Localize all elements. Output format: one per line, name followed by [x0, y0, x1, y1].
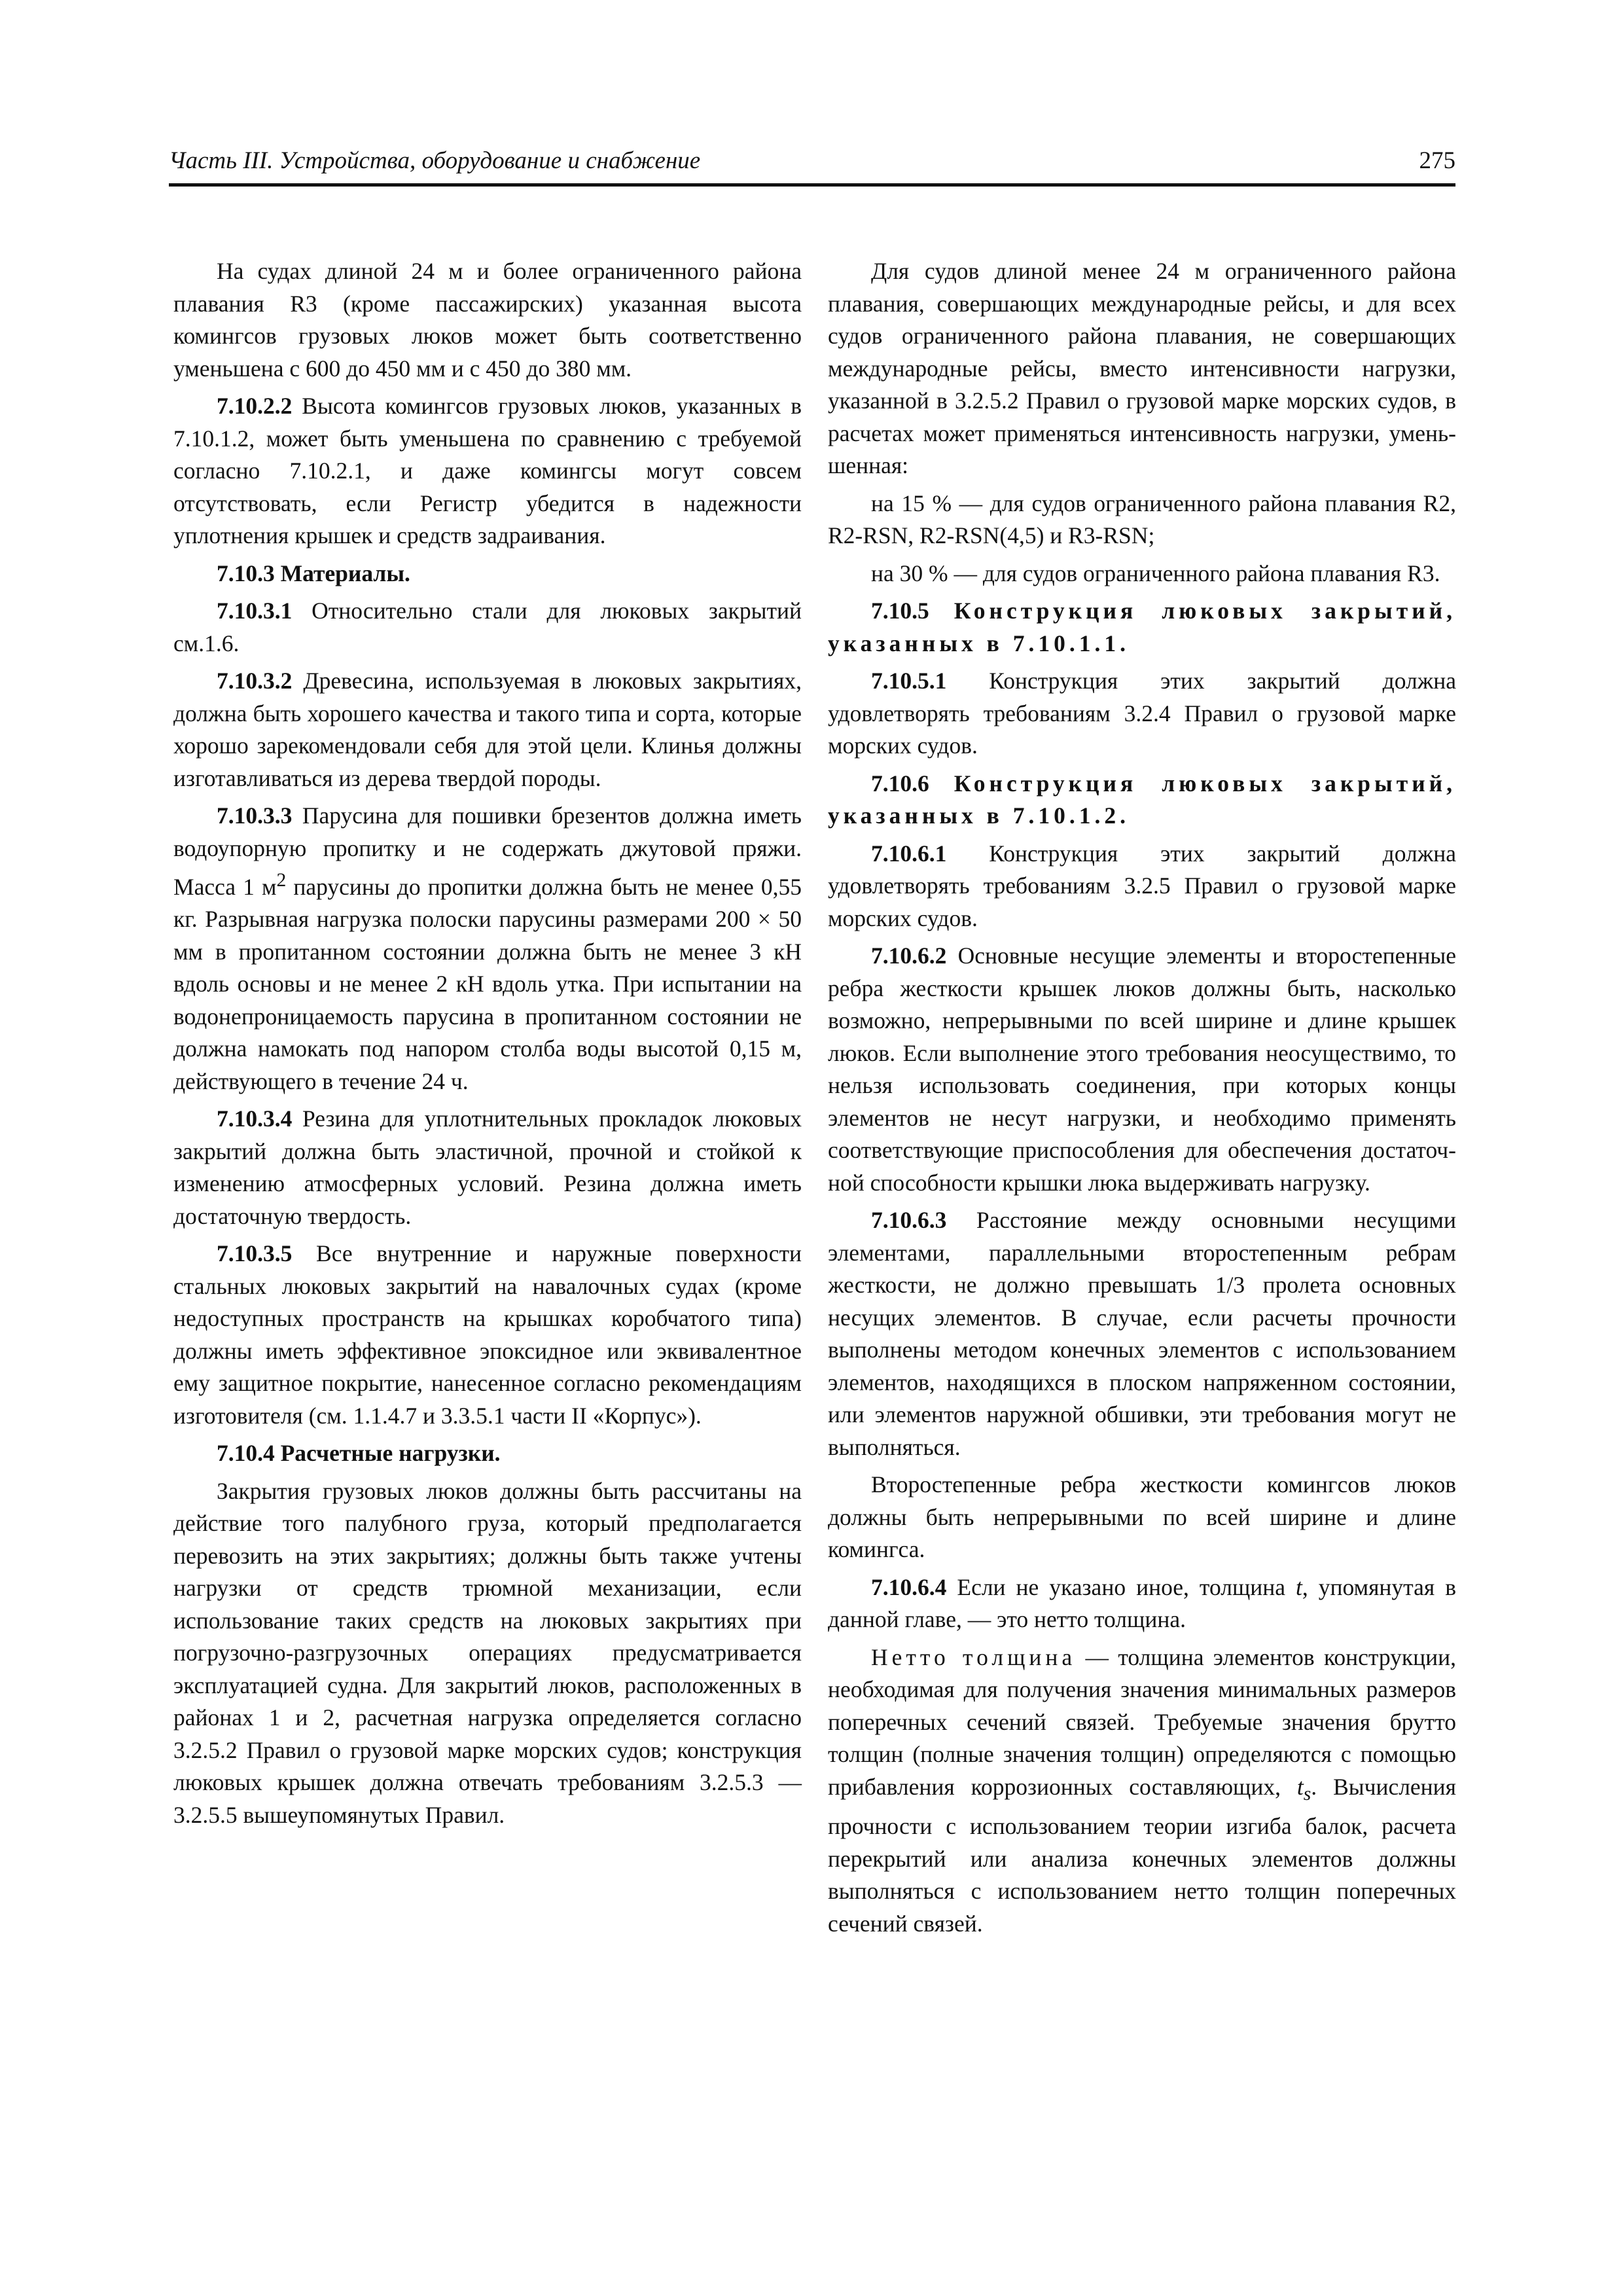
section-number: 7.10.6.1 [871, 840, 947, 867]
paragraph-text: На судах длиной 24 м и более ограниченного района плавания R3 (кроме пассажирских) указанная высота комингсов грузовых люков может быть соответственно уменьшена с 600 до 450 мм и с 450 до 380 мм. [173, 258, 802, 382]
paragraph-text: — толщина элементов конструкции, необходимая для получения значения минимальных размеров поперечных сечений связей. Требуемые значения брутто толщин (полные значения толщин) определяются с помощью прибавления коррозионных составляющих, [828, 1643, 1456, 1800]
paragraph [173, 800, 802, 1098]
header-title: Часть III. Устройства, оборудование и снабжение [169, 147, 701, 174]
section-number: 7.10.5.1 [871, 668, 947, 694]
paragraph [828, 665, 1456, 762]
section-number: 7.10.4 [217, 1440, 275, 1467]
section-number: 7.10.5 [871, 598, 929, 624]
paragraph [173, 390, 802, 552]
superscript: 2 [276, 870, 287, 891]
paragraph [173, 1475, 802, 1832]
heading-text: Материалы. [274, 560, 410, 586]
paragraph-text: на 30 % — для судов ограниченного района плавания R3. [871, 560, 1440, 586]
paragraph-text: Конструкция этих закрытий должна удовлетворять требованиям 3.2.5 Правил о грузовой марке морских судов. [828, 840, 1456, 931]
paragraph-text: Основные несущие элементы и второстепенные ребра жесткости крышек люков должны быть, насколько возможно, непрерывными по всей ширине и длине крышек люков. Если выполнение этого требования неосуществимо, то нельзя использовать соединения, при которых концы элементов не несут нагрузки, и необходимо применять соответствующие приспособления для обеспечения достаточной способности крышки люка выдерживать нагрузку. [828, 942, 1456, 1196]
subscript: s [1303, 1783, 1311, 1804]
paragraph [173, 1103, 802, 1232]
section-number: 7.10.6.4 [871, 1573, 947, 1600]
paragraph-text: парусины до пропитки должна быть не менее 0,55 кг. Разрывная нагрузка полоски парусины размерами 200 × 50 мм в пропитанном состоянии должна быть не менее 3 кН вдоль основы и не менее 2 кН вдоль утка. При испытании на водонепроницаемость парусина в пропитанном состоянии не должна намокать под напором столба воды высотой 0,15 м, действующего в течение 24 ч. [173, 873, 802, 1094]
paragraph [828, 1571, 1456, 1636]
section-number: 7.10.2.2 [217, 393, 293, 419]
paragraph [828, 838, 1456, 935]
paragraph-text: Второстепенные ребра жесткости комингсов люков должны быть непрерывными по всей ширине и длине комингса. [828, 1471, 1456, 1562]
section-number: 7.10.3.2 [217, 668, 293, 694]
paragraph [173, 595, 802, 660]
paragraph [173, 255, 802, 385]
section-number: 7.10.3.3 [217, 802, 293, 829]
paragraph-text: на 15 % — для судов ограниченного района плавания R2, R2-RSN, R2-RSN(4,5) и R3-RSN; [828, 490, 1456, 548]
paragraph-text: . Вычисления прочности с использованием теории изгиба балок, расчета перекрытий или анализа конечных элементов должны выполняться с использованием нетто толщин поперечных сечений связей. [828, 1773, 1457, 1937]
paragraph-text: Закрытия грузовых люков должны быть рассчитаны на действие того палубного груза, который предполагается перевозить на этих закрытиях; должны быть также учтены нагрузки от средств трюмной механизации, если использование таких средств на люковых закрытиях при погрузочно-разгрузочных операциях предусматривается эксплуатацией судна. Для закрытий люков, расположенных в районах 1 и 2, расчетная нагрузка определяется согласно 3.2.5.2 Правил о грузовой марке морских судов; конструкция люковых крышек должна отвечать требованиям 3.2.5.3 — 3.2.5.5 вышеупомянутых Правил. [173, 1477, 802, 1828]
section-number: 7.10.6 [871, 770, 929, 797]
section-heading [828, 768, 1456, 833]
section-number: 7.10.3 [217, 560, 275, 586]
page-number: 275 [1419, 147, 1455, 174]
section-number: 7.10.6.2 [871, 942, 947, 969]
heading-text: Расчетные нагрузки. [274, 1440, 501, 1467]
paragraph-text: Для судов длиной менее 24 м ограниченного района плавания, совершающих международные рейсы, и для всех судов ограниченного района плавания, не совершающих международные рейсы, вместо интенсивности нагрузки, указанной в 3.2.5.2 Правил о грузовой марке морских судов, в расчетах может применяться интенсивность нагрузки, уменьшенная: [828, 258, 1456, 478]
section-number: 7.10.3.4 [217, 1105, 293, 1132]
paragraph-text: Если не указано иное, толщина [946, 1573, 1296, 1600]
paragraph [173, 1238, 802, 1432]
paragraph-text: Высота комингсов грузовых люков, указанных в 7.10.1.2, может быть уменьшена по сравнению с требуемой согласно 7.10.2.1, и даже комингсы могут совсем отсутствовать, если Регистр убедится в надежности уплотнения крышек и средств задраивания. [173, 393, 802, 548]
paragraph-text: Все внутренние и наружные поверхности стальных люковых закрытий на навалочных судах (кроме недоступных пространств на крышках коробчатого типа) должны иметь эффективное эпоксидное или эквивалентное ему защитное покрытие, нанесенное согласно рекомендациям изготовителя (см. 1.1.4.7 и 3.3.5.1 части II «Корпус»). [173, 1240, 802, 1429]
section-number: 7.10.3.5 [217, 1240, 293, 1267]
variable-t: t [1296, 1573, 1302, 1600]
variable-ts: t [1296, 1773, 1304, 1800]
paragraph-text: Резина для уплотнительных прокладок люковых закрытий должна быть эластичной, прочной и стойкой к изменению атмосферных условий. Резина должна иметь достаточную твердость. [173, 1105, 802, 1229]
paragraph [828, 255, 1456, 482]
paragraph [828, 1641, 1456, 1941]
paragraph-text: , упомянутая в данной главе, — это нетто толщина. [828, 1573, 1456, 1632]
paragraph [828, 1204, 1456, 1463]
running-header [169, 145, 1455, 187]
term-net-thickness: Нетто толщина [871, 1643, 1077, 1670]
paragraph [828, 558, 1456, 590]
section-heading [828, 595, 1456, 660]
section-number: 7.10.6.3 [871, 1207, 947, 1233]
section-heading [173, 558, 802, 590]
heading-text: Конструкция люковых закрытий, указанных в 7.10.1.2. [828, 770, 1456, 829]
paragraph-text: Парусина для пошивки брезентов должна иметь водоупорную пропитку и не содержать джутовой пряжи. Масса 1 м [173, 802, 802, 900]
left-column [173, 255, 802, 1837]
paragraph [173, 665, 802, 795]
paragraph-text: Древесина, используемая в люковых закрытиях, должна быть хорошего качества и такого типа и сорта, которые хорошо зарекомендовали себя для этой цели. Клинья должны изготавливаться из дерева твердой породы. [173, 668, 802, 791]
paragraph [828, 488, 1456, 552]
heading-text: Конструкция люковых закрытий, указанных в 7.10.1.1. [828, 598, 1456, 656]
section-heading [173, 1437, 802, 1470]
paragraph-text: Относительно стали для люковых закрытий см.1.6. [173, 598, 802, 656]
paragraph [828, 1469, 1456, 1566]
right-column [828, 255, 1456, 1945]
paragraph-text: Конструкция этих закрытий должна удовлетворять требованиям 3.2.4 Правил о грузовой марке морских судов. [828, 668, 1456, 759]
paragraph-text: Расстояние между основными несущими элементами, параллельными второстепенным ребрам жесткости, не должно превышать 1/3 пролета основных несущих элементов. В случае, если расчеты прочности выполнены методом конечных элементов с использованием элементов, находящихся в плоском напряженном состоянии, или элементов наружной обшивки, эти требования могут не выполняться. [828, 1207, 1456, 1460]
paragraph [828, 940, 1456, 1199]
section-number: 7.10.3.1 [217, 598, 293, 624]
